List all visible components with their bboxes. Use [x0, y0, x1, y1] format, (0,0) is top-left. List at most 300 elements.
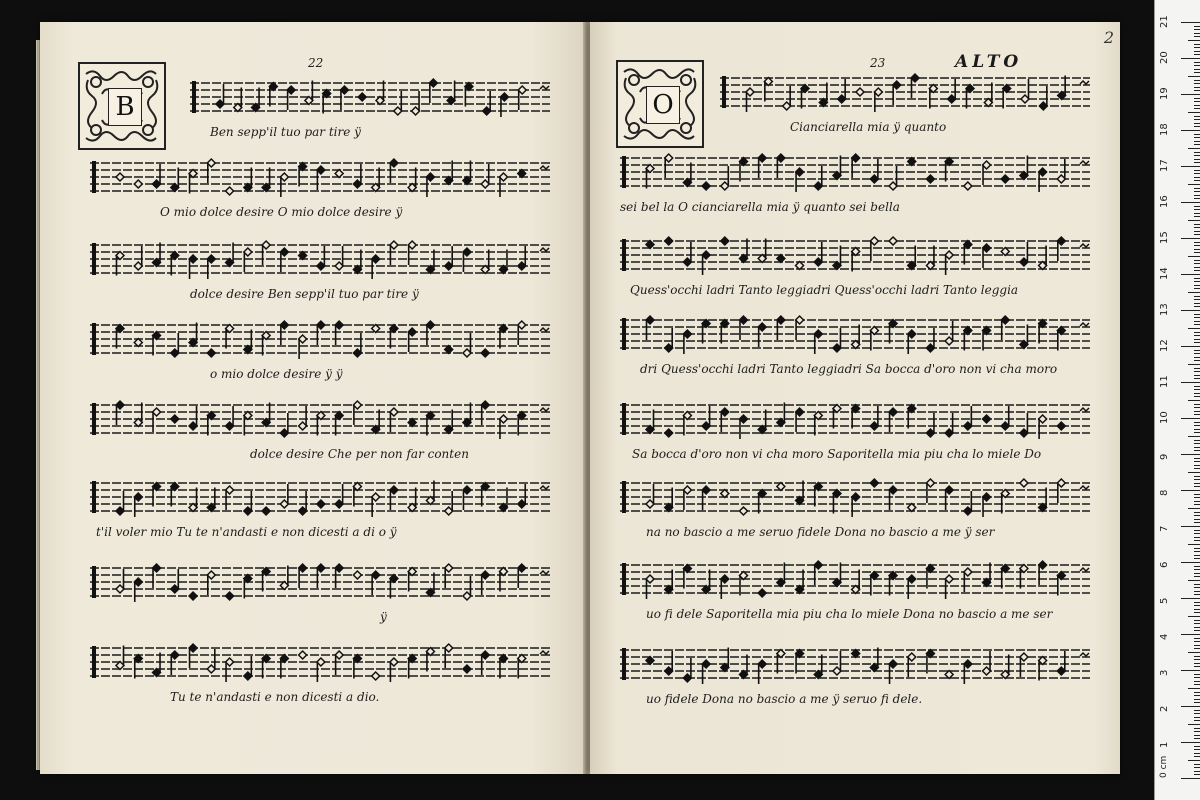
note-icon: [134, 246, 142, 270]
ruler-tick: [1181, 202, 1200, 203]
note-icon: [870, 327, 878, 351]
ruler-tick: [1194, 80, 1200, 81]
ruler-tick: [1194, 659, 1200, 660]
note-icon: [463, 248, 471, 272]
note-icon: [499, 655, 507, 679]
note-icon: [833, 328, 841, 352]
note-icon: [299, 335, 307, 359]
measuring-ruler: [1154, 0, 1200, 800]
note-icon: [814, 330, 822, 354]
note-icon: [262, 655, 270, 679]
ruler-tick: [1194, 749, 1200, 750]
note-icon: [948, 79, 956, 103]
note-icon: [353, 164, 361, 188]
ruler-tick: [1194, 209, 1200, 210]
note-icon: [777, 650, 785, 674]
note-icon: [1039, 86, 1047, 110]
ruler-tick: [1188, 40, 1200, 41]
note-icon: [908, 405, 916, 429]
ruler-tick: [1194, 332, 1200, 333]
ruler-tick: [1194, 648, 1200, 649]
note-icon: [499, 568, 507, 592]
note-icon: [408, 168, 416, 192]
ruler-tick: [1194, 483, 1200, 484]
ruler-number: 1: [1159, 741, 1170, 748]
note-icon: [945, 486, 953, 510]
note-icon: [945, 321, 953, 345]
note-icon: [518, 564, 526, 588]
note-icon: [207, 349, 215, 357]
note-icon: [1057, 572, 1065, 596]
note-icon: [1020, 156, 1028, 180]
note-icon: [426, 573, 434, 597]
note-icon: [429, 79, 437, 103]
note-icon: [244, 248, 252, 272]
note-icon: [499, 488, 507, 512]
ruler-tick: [1194, 386, 1200, 387]
ruler-tick: [1194, 375, 1200, 376]
ruler-tick: [1188, 508, 1200, 509]
note-icon: [116, 173, 124, 181]
note-icon: [702, 486, 710, 510]
note-icon: [500, 93, 508, 117]
note-icon: [721, 408, 729, 432]
note-icon: [463, 161, 471, 185]
note-icon: [814, 561, 822, 585]
ruler-tick: [1188, 688, 1200, 689]
note-icon: [926, 650, 934, 674]
note-icon: [323, 90, 331, 114]
note-icon: [207, 649, 215, 673]
note-icon: [758, 323, 766, 347]
ruler-tick: [1194, 83, 1200, 84]
ruler-tick: [1194, 591, 1200, 592]
note-icon: [1039, 320, 1047, 344]
note-icon: [833, 156, 841, 180]
note-icon: [665, 488, 673, 512]
ruler-tick: [1194, 692, 1200, 693]
ruler-tick: [1181, 130, 1200, 131]
note-icon: [739, 316, 747, 340]
ruler-tick: [1194, 576, 1200, 577]
note-icon: [926, 246, 934, 270]
ruler-tick: [1181, 274, 1200, 275]
ruler-tick: [1194, 710, 1200, 711]
note-icon: [964, 241, 972, 265]
ruler-number: 5: [1159, 597, 1170, 604]
note-icon: [447, 81, 455, 105]
ruler-number: 14: [1159, 267, 1170, 280]
note-icon: [764, 78, 772, 102]
lyric-line: uo fidele Dona no bascio a me ÿ seruo fi dele.: [646, 692, 923, 706]
ruler-number: 13: [1159, 303, 1170, 316]
music-staff: [620, 399, 1090, 443]
ruler-tick: [1181, 490, 1200, 491]
ruler-tick: [1194, 774, 1200, 775]
ruler-tick: [1194, 152, 1200, 153]
note-icon: [983, 563, 991, 587]
note-icon: [134, 493, 142, 517]
ruler-tick: [1194, 684, 1200, 685]
ruler-tick: [1194, 267, 1200, 268]
note-icon: [911, 74, 919, 98]
note-icon: [353, 250, 361, 274]
ruler-tick: [1194, 137, 1200, 138]
note-icon: [758, 239, 766, 263]
music-staff: [620, 314, 1090, 358]
note-icon: [1058, 76, 1066, 100]
note-icon: [481, 483, 489, 507]
ruler-tick: [1194, 249, 1200, 250]
note-icon: [852, 248, 860, 272]
note-icon: [499, 250, 507, 274]
note-icon: [945, 413, 953, 437]
note-icon: [153, 243, 161, 267]
note-icon: [426, 321, 434, 345]
note-icon: [1057, 237, 1065, 261]
ruler-tick: [1181, 526, 1200, 527]
ruler-tick: [1194, 450, 1200, 451]
ruler-tick: [1194, 587, 1200, 588]
ruler-tick: [1194, 605, 1200, 606]
ruler-tick: [1181, 58, 1200, 59]
note-icon: [153, 483, 161, 507]
music-staff: [620, 235, 1090, 279]
note-icon: [1039, 168, 1047, 192]
ruler-tick: [1194, 299, 1200, 300]
note-icon: [335, 564, 343, 588]
note-icon: [116, 491, 124, 515]
note-icon: [852, 325, 860, 349]
note-icon: [153, 408, 161, 432]
ruler-tick: [1188, 112, 1200, 113]
note-icon: [889, 320, 897, 344]
note-icon: [796, 481, 804, 505]
ruler-tick: [1194, 728, 1200, 729]
note-icon: [153, 653, 161, 677]
ruler-tick: [1194, 512, 1200, 513]
ruler-tick: [1194, 620, 1200, 621]
ruler-number: 17: [1159, 159, 1170, 172]
note-icon: [646, 484, 654, 508]
ruler-tick: [1194, 123, 1200, 124]
ruler-tick: [1194, 69, 1200, 70]
note-icon: [426, 481, 434, 505]
note-icon: [1001, 316, 1009, 340]
note-icon: [499, 415, 507, 439]
note-icon: [353, 483, 361, 507]
note-icon: [926, 328, 934, 352]
ruler-tick: [1194, 285, 1200, 286]
note-icon: [758, 660, 766, 684]
note-icon: [262, 568, 270, 592]
note-icon: [340, 86, 348, 110]
ruler-tick: [1188, 184, 1200, 185]
note-icon: [226, 486, 234, 510]
note-icon: [171, 651, 179, 675]
note-icon: [317, 564, 325, 588]
note-icon: [481, 571, 489, 595]
note-icon: [372, 410, 380, 434]
ruler-tick: [1194, 720, 1200, 721]
ruler-tick: [1194, 414, 1200, 415]
note-icon: [280, 321, 288, 345]
note-icon: [408, 328, 416, 352]
ruler-tick: [1188, 328, 1200, 329]
ruler-tick: [1194, 108, 1200, 109]
note-icon: [262, 168, 270, 192]
ruler-tick: [1194, 303, 1200, 304]
note-icon: [244, 168, 252, 192]
ruler-tick: [1194, 432, 1200, 433]
ruler-tick: [1194, 26, 1200, 27]
note-icon: [390, 408, 398, 432]
left-page: [40, 22, 585, 774]
note-icon: [646, 316, 654, 340]
note-icon: [1057, 479, 1065, 503]
note-icon: [299, 406, 307, 430]
note-icon: [234, 88, 242, 112]
note-icon: [683, 163, 691, 187]
note-icon: [1039, 488, 1047, 512]
ruler-number: 12: [1159, 339, 1170, 352]
ruler-tick: [1194, 465, 1200, 466]
note-icon: [483, 91, 491, 115]
note-icon: [372, 571, 380, 595]
note-icon: [171, 415, 179, 423]
ruler-tick: [1194, 155, 1200, 156]
ruler-tick: [1194, 252, 1200, 253]
ruler-tick: [1194, 339, 1200, 340]
note-icon: [134, 403, 142, 427]
note-icon: [908, 653, 916, 677]
ruler-tick: [1194, 177, 1200, 178]
note-icon: [426, 648, 434, 672]
note-icon: [856, 88, 864, 96]
note-icon: [262, 403, 270, 427]
note-icon: [116, 646, 124, 670]
ruler-tick: [1181, 706, 1200, 707]
ruler-tick: [1188, 364, 1200, 365]
ruler-tick: [1194, 29, 1200, 30]
note-icon: [796, 408, 804, 432]
ruler-tick: [1194, 771, 1200, 772]
note-icon: [1057, 422, 1065, 430]
note-icon: [983, 244, 991, 268]
note-icon: [983, 415, 991, 423]
ruler-tick: [1194, 713, 1200, 714]
note-icon: [499, 325, 507, 349]
note-icon: [739, 655, 747, 679]
note-icon: [870, 406, 878, 430]
ruler-tick: [1194, 245, 1200, 246]
ruler-tick: [1194, 566, 1200, 567]
ruler-tick: [1194, 101, 1200, 102]
note-icon: [964, 182, 972, 190]
ruler-tick: [1188, 760, 1200, 761]
note-icon: [721, 237, 729, 245]
ruler-tick: [1194, 105, 1200, 106]
note-icon: [189, 406, 197, 430]
note-icon: [189, 170, 197, 194]
note-icon: [721, 166, 729, 190]
right-page: [590, 22, 1120, 774]
note-icon: [445, 410, 453, 434]
note-icon: [372, 493, 380, 517]
ruler-tick: [1194, 479, 1200, 480]
note-icon: [984, 83, 992, 107]
note-icon: [463, 576, 471, 600]
note-icon: [335, 484, 343, 508]
note-icon: [171, 168, 179, 192]
note-icon: [463, 333, 471, 357]
note-icon: [646, 575, 654, 599]
ruler-tick: [1181, 670, 1200, 671]
ruler-tick: [1188, 580, 1200, 581]
note-icon: [262, 507, 270, 515]
note-icon: [983, 493, 991, 517]
note-icon: [305, 81, 313, 105]
ruler-tick: [1194, 224, 1200, 225]
ruler-tick: [1194, 555, 1200, 556]
ruler-tick: [1194, 231, 1200, 232]
note-icon: [926, 479, 934, 503]
note-icon: [280, 484, 288, 508]
ruler-tick: [1188, 148, 1200, 149]
note-icon: [665, 328, 673, 352]
lyric-line: Quess'occhi ladri Tanto leggiadri Quess'occhi ladri Tanto leggia: [630, 283, 1019, 297]
note-icon: [964, 660, 972, 684]
ruler-tick: [1194, 519, 1200, 520]
ruler-tick: [1194, 342, 1200, 343]
note-icon: [262, 241, 270, 265]
ruler-tick: [1194, 119, 1200, 120]
note-icon: [833, 490, 841, 514]
note-icon: [683, 658, 691, 682]
ruler-unit-label: 0 cm: [1159, 755, 1169, 778]
ruler-tick: [1194, 242, 1200, 243]
ruler-tick: [1194, 594, 1200, 595]
ruler-tick: [1181, 454, 1200, 455]
note-icon: [739, 158, 747, 182]
note-icon: [721, 575, 729, 599]
ruler-tick: [1194, 623, 1200, 624]
note-icon: [244, 330, 252, 354]
ruler-tick: [1194, 62, 1200, 63]
ruler-number: 15: [1159, 231, 1170, 244]
ruler-tick: [1194, 746, 1200, 747]
ruler-tick: [1194, 569, 1200, 570]
note-icon: [964, 406, 972, 430]
note-icon: [814, 242, 822, 266]
ruler-number: 2: [1159, 705, 1170, 712]
note-icon: [518, 321, 526, 345]
ruler-tick: [1194, 422, 1200, 423]
note-icon: [226, 325, 234, 349]
note-icon: [252, 88, 260, 112]
note-icon: [1020, 479, 1028, 487]
note-icon: [683, 242, 691, 266]
ruler-number: 9: [1159, 453, 1170, 460]
note-icon: [481, 651, 489, 675]
ruler-tick: [1194, 278, 1200, 279]
note-icon: [1001, 490, 1009, 514]
note-icon: [1020, 242, 1028, 266]
ruler-tick: [1194, 360, 1200, 361]
note-icon: [412, 91, 420, 115]
music-staff: [720, 72, 1090, 116]
note-icon: [317, 246, 325, 270]
note-icon: [983, 161, 991, 185]
ruler-number: 6: [1159, 561, 1170, 568]
note-icon: [870, 572, 878, 596]
note-icon: [280, 248, 288, 272]
note-icon: [189, 323, 197, 347]
note-icon: [889, 660, 897, 684]
note-icon: [445, 491, 453, 515]
note-icon: [833, 651, 841, 675]
note-icon: [683, 565, 691, 589]
ruler-tick: [1194, 126, 1200, 127]
note-icon: [426, 412, 434, 436]
note-icon: [426, 250, 434, 274]
ruler-tick: [1194, 468, 1200, 469]
ruler-tick: [1194, 234, 1200, 235]
music-staff: [90, 642, 550, 686]
ruler-tick: [1194, 141, 1200, 142]
note-icon: [1020, 565, 1028, 589]
ruler-tick: [1194, 407, 1200, 408]
ruler-tick: [1194, 551, 1200, 552]
note-icon: [518, 484, 526, 508]
music-staff: [190, 77, 550, 121]
note-icon: [964, 327, 972, 351]
note-icon: [463, 665, 471, 673]
ruler-tick: [1194, 65, 1200, 66]
ruler-tick: [1194, 641, 1200, 642]
note-icon: [244, 575, 252, 599]
lyric-line: ÿ: [380, 610, 387, 624]
ruler-tick: [1194, 522, 1200, 523]
note-icon: [966, 85, 974, 109]
note-icon: [335, 412, 343, 436]
ruler-tick: [1194, 188, 1200, 189]
ruler-tick: [1194, 695, 1200, 696]
ruler-tick: [1194, 368, 1200, 369]
note-icon: [889, 486, 897, 510]
note-icon: [463, 403, 471, 427]
ruler-tick: [1194, 270, 1200, 271]
lyric-line: dri Quess'occhi ladri Tanto leggiadri Sa bocca d'oro non vi cha moro: [640, 362, 1058, 376]
note-icon: [445, 564, 453, 588]
note-icon: [833, 405, 841, 429]
note-icon: [814, 483, 822, 507]
note-icon: [445, 644, 453, 668]
ruler-tick: [1188, 724, 1200, 725]
ruler-tick: [1194, 702, 1200, 703]
ruler-tick: [1188, 652, 1200, 653]
ruler-tick: [1194, 393, 1200, 394]
ruler-tick: [1194, 54, 1200, 55]
note-icon: [893, 81, 901, 105]
note-icon: [1039, 246, 1047, 270]
note-icon: [372, 168, 380, 192]
note-icon: [758, 410, 766, 434]
ruler-tick: [1194, 630, 1200, 631]
ruler-tick: [1194, 227, 1200, 228]
note-icon: [390, 325, 398, 349]
note-icon: [801, 85, 809, 109]
